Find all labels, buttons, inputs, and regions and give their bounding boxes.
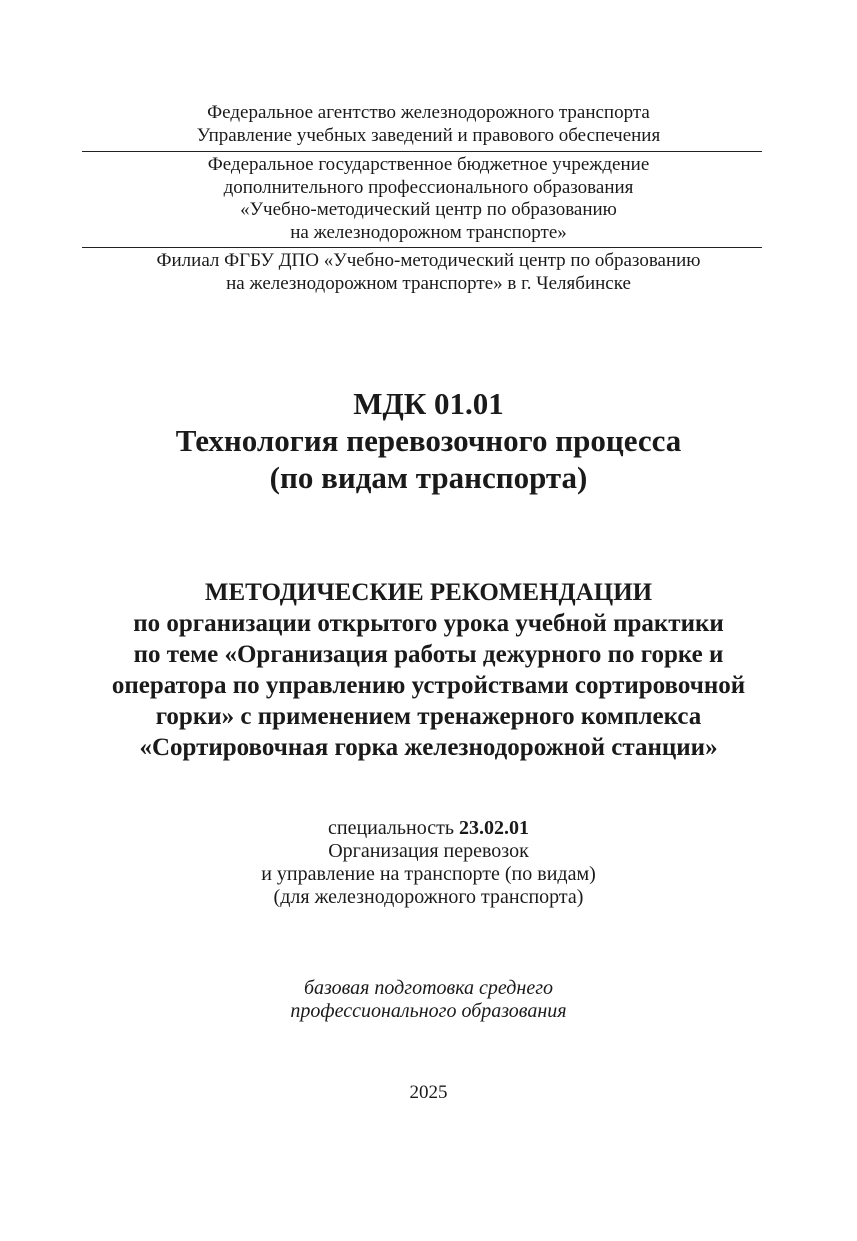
specialty-line: и управление на транспорте (по видам) (261, 863, 596, 885)
specialty-code: 23.02.01 (458, 817, 529, 839)
education-level-block (0, 977, 857, 1023)
education-level-line: базовая подготовка среднего (303, 977, 554, 999)
institution-line: на железнодорожном транспорте» (290, 221, 567, 243)
branch-block (0, 250, 857, 295)
agency-block (0, 102, 857, 147)
recommendations-line: по организации открытого урока учебной практики (133, 610, 724, 637)
recommendations-heading: МЕТОДИЧЕСКИЕ РЕКОМЕНДАЦИИ (204, 579, 653, 606)
recommendations-line: «Сортировочная горка железнодорожной станции» (139, 734, 718, 761)
specialty-line: (для железнодорожного транспорта) (273, 886, 584, 908)
recommendations-line: оператора по управлению устройствами сортировочной (111, 672, 746, 699)
specialty-prefix: специальность (328, 817, 454, 839)
institution-line: «Учебно-методический центр по образованию (240, 199, 617, 220)
course-title-line: Технология перевозочного процесса (175, 423, 682, 458)
course-title-line: (по видам транспорта) (269, 460, 588, 495)
agency-line: Управление учебных заведений и правового обеспечения (196, 124, 661, 146)
agency-line: Федеральное агентство железнодорожного транспорта (207, 102, 650, 123)
branch-line: на железнодорожном транспорте» в г. Челябинске (226, 272, 631, 294)
recommendations-line: по теме «Организация работы дежурного по горке и (133, 641, 724, 668)
recommendations-line: горки» с применением тренажерного комплекса (155, 703, 702, 730)
course-title-block (0, 385, 857, 496)
recommendations-block (0, 577, 857, 763)
course-code: МДК 01.01 (353, 386, 504, 421)
specialty-code-line (0, 817, 857, 840)
institution-line: дополнительного профессионального образования (223, 176, 634, 198)
header-divider-top (82, 151, 762, 152)
specialty-block (0, 817, 857, 909)
institution-line: Федеральное государственное бюджетное учреждение (207, 154, 650, 175)
institution-block (0, 154, 857, 244)
branch-line: Филиал ФГБУ ДПО «Учебно-методический центр по образованию (156, 250, 701, 271)
education-level-line: профессионального образования (290, 1000, 567, 1022)
specialty-line: Организация перевозок (328, 840, 529, 862)
header-divider-bottom (82, 247, 762, 248)
publication-year: 2025 (409, 1082, 448, 1103)
